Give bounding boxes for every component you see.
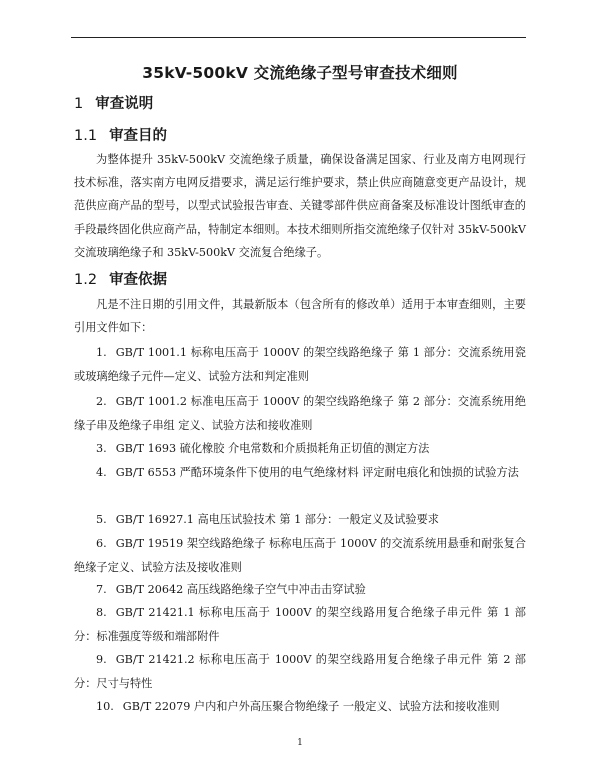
reference-number: 4.: [96, 466, 107, 479]
reference-number: 7.: [96, 583, 107, 596]
section-1-heading: [74, 92, 153, 113]
section-number: 1.2: [74, 272, 98, 288]
reference-item: [74, 508, 526, 532]
reference-text: GB/T 16927.1 高电压试验技术 第 1 部分：一般定义及试验要求: [115, 513, 439, 526]
section-1-2-heading: [74, 268, 167, 289]
reference-item: [74, 437, 526, 461]
reference-item: [74, 390, 526, 438]
reference-item: [74, 341, 526, 389]
reference-item: [74, 578, 526, 602]
reference-item: [74, 532, 526, 580]
section-title: 审查目的: [109, 128, 168, 144]
reference-text: GB/T 20642 高压线路绝缘子空气中冲击击穿试验: [115, 583, 366, 596]
section-1-1-heading: [74, 124, 167, 145]
reference-text: GB/T 19519 架空线路绝缘子 标称电压高于 1000V 的交流系统用悬垂和耐张复合绝缘子定义、试验方法及接收准则: [74, 537, 526, 574]
reference-text: GB/T 21421.1 标称电压高于 1000V 的架空线路用复合绝缘子串元件 第 1 部分：标准强度等级和端部附件: [74, 606, 526, 643]
reference-number: 6.: [96, 537, 107, 550]
reference-number: 2.: [96, 395, 107, 408]
reference-number: 10.: [96, 700, 114, 713]
reference-item: [74, 695, 526, 719]
section-title: 审查依据: [109, 272, 168, 288]
reference-number: 3.: [96, 442, 107, 455]
purpose-paragraph: 为整体提升 35kV-500kV 交流绝缘子质量，确保设备满足国家、行业及南方电网现行技术标准，落实南方电网反措要求，满足运行维护要求，禁止供应商随意变更产品设计，规范供应商产品的型号，以型式试验报告审查、关键零部件供应商备案及标准设计图纸审查的手段最终固化供应商产品，特制定本细则。本技术细则所指交流绝缘子仅针对 35kV-500kV 交流玻璃绝缘子和 35kV-500kV 交流复合绝缘子。: [74, 153, 526, 259]
references-intro: 凡是不注日期的引用文件，其最新版本（包含所有的修改单）适用于本审查细则，主要引用文件如下：: [74, 298, 526, 335]
document-title: 35kV-500kV 交流绝缘子型号审查技术细则: [142, 64, 458, 82]
section-number: 1.1: [74, 128, 98, 144]
reference-text: GB/T 21421.2 标称电压高于 1000V 的架空线路用复合绝缘子串元件 第 2 部分：尺寸与特性: [74, 653, 526, 690]
reference-number: 8.: [96, 606, 107, 619]
reference-text: GB/T 1001.2 标准电压高于 1000V 的架空线路绝缘子 第 2 部分：交流系统用绝缘子串及绝缘子串组 定义、试验方法和接收准则: [74, 395, 526, 432]
reference-number: 9.: [96, 653, 107, 666]
reference-text: GB/T 22079 户内和户外高压聚合物绝缘子 一般定义、试验方法和接收准则: [122, 700, 500, 713]
reference-number: 5.: [96, 513, 107, 526]
reference-item: [74, 601, 526, 649]
section-number: 1: [74, 96, 84, 112]
reference-text: GB/T 6553 严酷环境条件下使用的电气绝缘材料 评定耐电痕化和蚀损的试验方法: [115, 466, 519, 479]
page-number: 1: [297, 738, 303, 748]
reference-text: GB/T 1693 硫化橡胶 介电常数和介质损耗角正切值的测定方法: [115, 442, 430, 455]
reference-text: GB/T 1001.1 标称电压高于 1000V 的架空线路绝缘子 第 1 部分：交流系统用瓷或玻璃绝缘子元件—定义、试验方法和判定准则: [74, 346, 526, 383]
section-title: 审查说明: [95, 96, 154, 112]
reference-number: 1.: [96, 346, 107, 359]
reference-item: [74, 461, 526, 485]
reference-item: [74, 648, 526, 696]
header-rule: [71, 37, 526, 38]
